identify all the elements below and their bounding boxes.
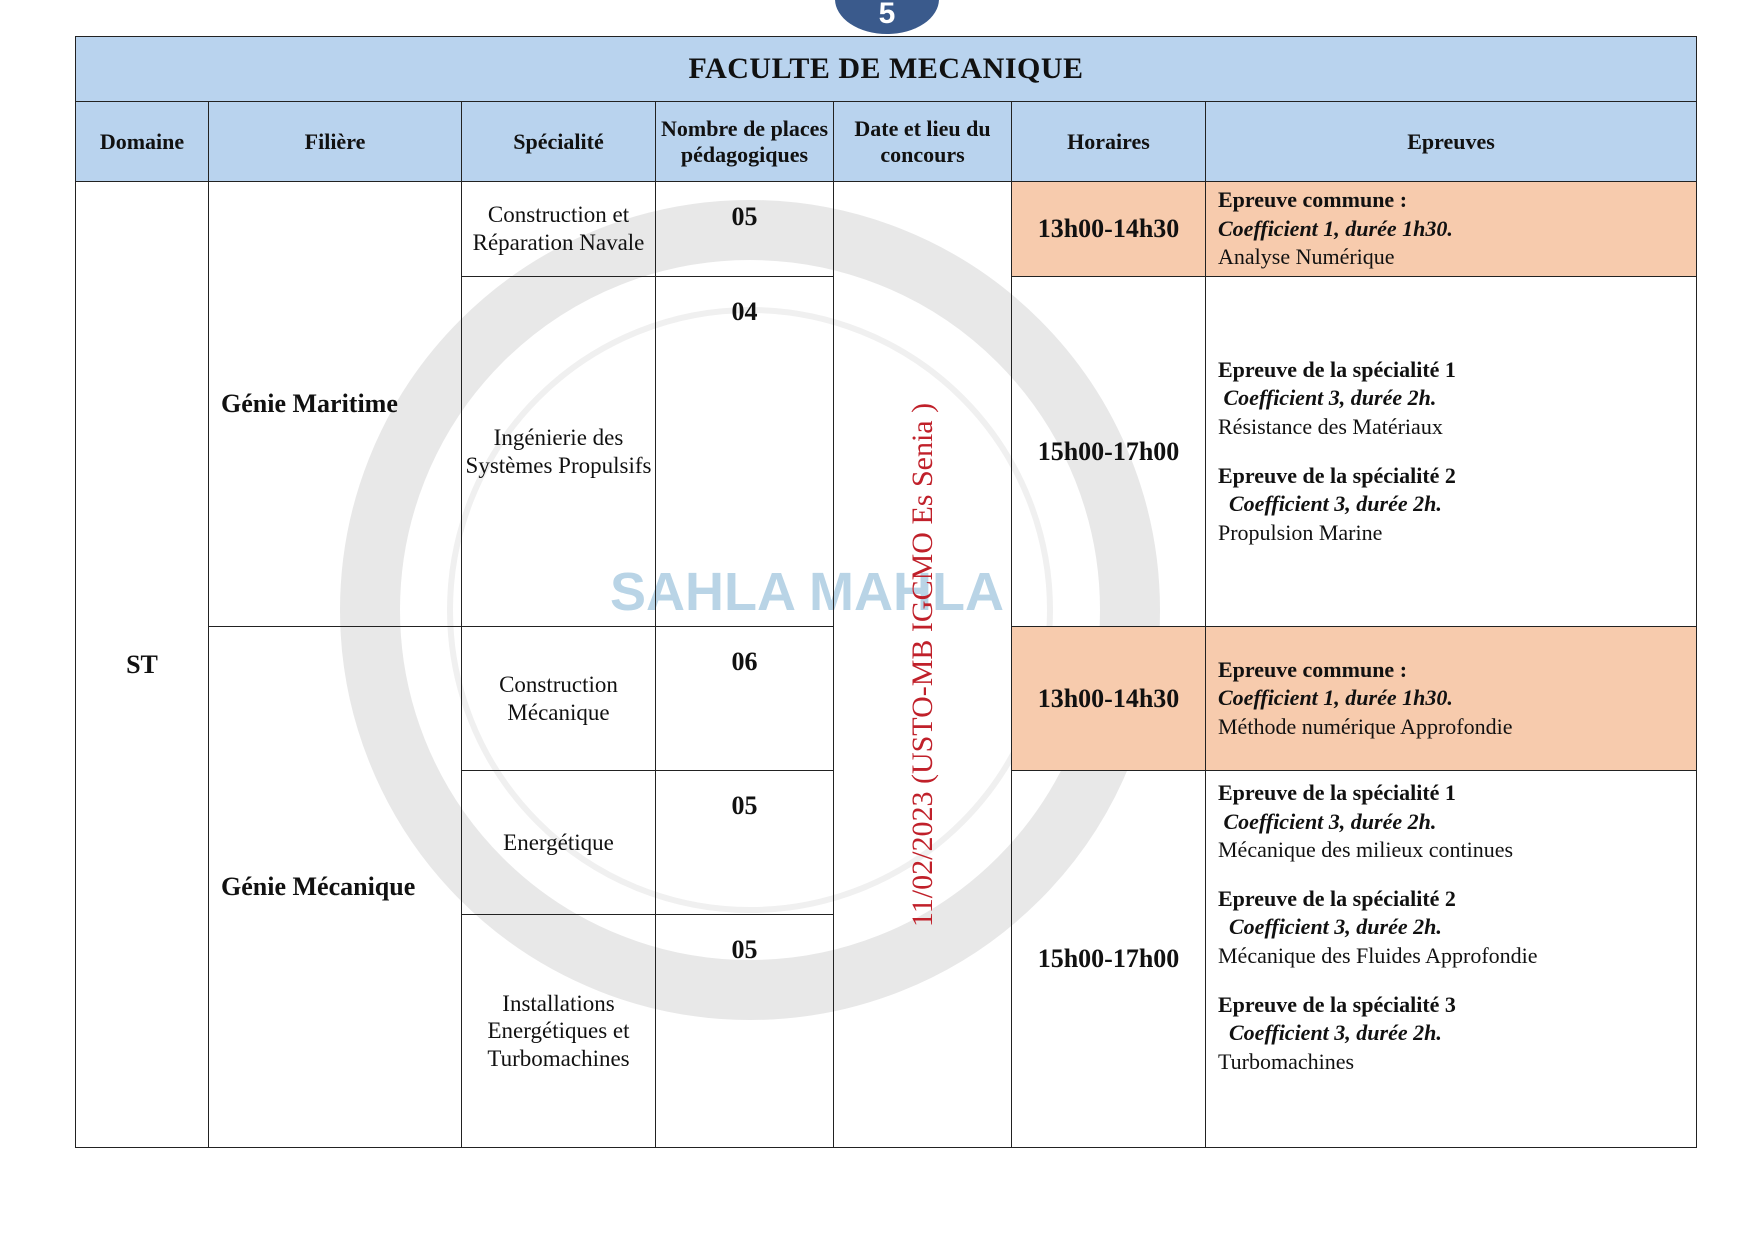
epreuve-subject: Mécanique des Fluides Approfondie (1218, 942, 1538, 968)
specialite-cell: Construction Mécanique (462, 627, 656, 771)
specialite-cell: Construction et Réparation Navale (462, 182, 656, 277)
filiere-genie-maritime: Génie Maritime (209, 182, 462, 627)
header-domaine: Domaine (76, 102, 209, 182)
epreuve-subject: Analyse Numérique (1218, 244, 1395, 270)
places-cell: 06 (656, 627, 834, 771)
epreuve-common-mecanique (1206, 627, 1697, 771)
header-date-lieu: Date et lieu du concours (834, 102, 1012, 182)
faculty-title: FACULTE DE MECANIQUE (76, 37, 1697, 102)
page-number-badge (835, 0, 939, 34)
epreuve-coef: Coefficient 3, durée 2h. (1229, 491, 1442, 517)
places-cell: 05 (656, 771, 834, 915)
date-lieu-text: 11/02/2023 (USTO-MB IGCMO Es Senia ) (905, 402, 939, 927)
header-specialite: Spécialité (462, 102, 656, 182)
epreuve-common-maritime (1206, 182, 1697, 277)
epreuve-coef: Coefficient 3, durée 2h. (1223, 808, 1437, 834)
epreuve-subject: Résistance des Matériaux (1218, 413, 1443, 439)
specialite-cell: Energétique (462, 771, 656, 915)
epreuve-coef: Coefficient 1, durée 1h30. (1218, 215, 1453, 241)
epreuve-title: Epreuve commune : (1218, 656, 1408, 682)
epreuve-subject: Méthode numérique Approfondie (1218, 713, 1513, 739)
header-horaires: Horaires (1012, 102, 1206, 182)
date-lieu-cell (834, 182, 1012, 1148)
epreuve-subject: Propulsion Marine (1218, 519, 1383, 545)
header-places: Nombre de places pédagogiques (656, 102, 834, 182)
places-cell: 05 (656, 182, 834, 277)
epreuve-subject: Turbomachines (1218, 1048, 1355, 1074)
epreuve-title: Epreuve de la spécialité 1 (1218, 356, 1456, 382)
page-number: 5 (878, 0, 896, 30)
epreuve-title: Epreuve de la spécialité 3 (1218, 991, 1456, 1017)
specialite-cell: Ingénierie des Systèmes Propulsifs (462, 277, 656, 627)
horaire-specialty-mecanique: 15h00-17h00 (1012, 771, 1206, 1148)
places-cell: 04 (656, 277, 834, 627)
header-filiere: Filière (209, 102, 462, 182)
horaire-common-mecanique: 13h00-14h30 (1012, 627, 1206, 771)
domaine-cell: ST (76, 182, 209, 1148)
epreuve-coef: Coefficient 3, durée 2h. (1229, 914, 1442, 940)
horaire-common-maritime: 13h00-14h30 (1012, 182, 1206, 277)
filiere-genie-mecanique: Génie Mécanique (209, 627, 462, 1148)
epreuve-coef: Coefficient 3, durée 2h. (1223, 385, 1437, 411)
epreuve-subject: Mécanique des milieux continues (1218, 837, 1514, 863)
specialite-cell: Installations Energétiques et Turbomachines (462, 915, 656, 1148)
schedule-table (75, 36, 1697, 1148)
epreuve-coef: Coefficient 3, durée 2h. (1229, 1020, 1442, 1046)
epreuve-title: Epreuve de la spécialité 2 (1218, 885, 1456, 911)
horaire-specialty-maritime: 15h00-17h00 (1012, 277, 1206, 627)
epreuve-coef: Coefficient 1, durée 1h30. (1218, 685, 1453, 711)
places-cell: 05 (656, 915, 834, 1148)
epreuve-title: Epreuve de la spécialité 1 (1218, 780, 1456, 805)
epreuves-specialty-maritime (1206, 277, 1697, 627)
epreuve-title: Epreuve commune : (1218, 187, 1408, 213)
epreuve-title: Epreuve de la spécialité 2 (1218, 462, 1456, 488)
watermark-text: SAHLA MAHLA (610, 562, 1004, 622)
epreuves-specialty-mecanique (1206, 771, 1697, 1148)
header-epreuves: Epreuves (1206, 102, 1697, 182)
